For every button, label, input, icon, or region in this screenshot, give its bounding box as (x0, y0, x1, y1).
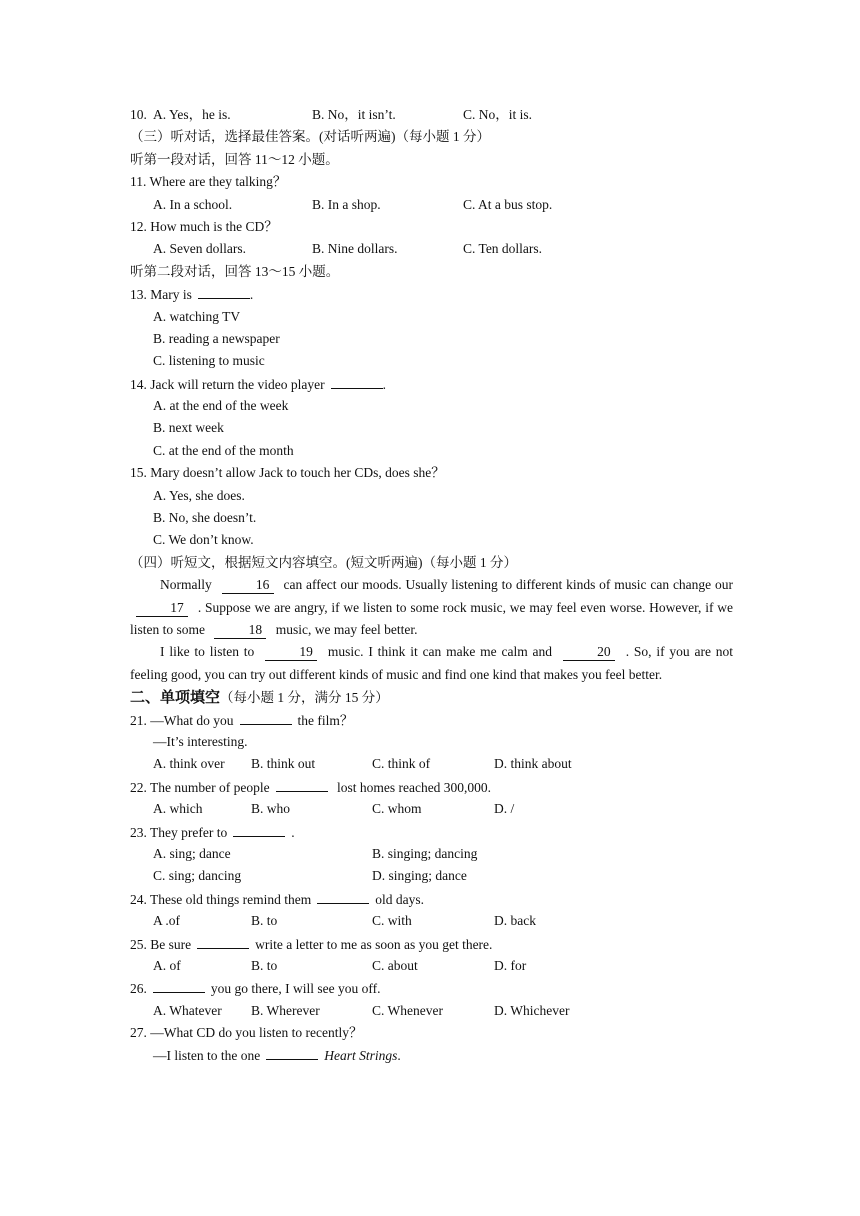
q24-stem-end: old days. (375, 891, 424, 907)
q21-stem-text: 21. —What do you (130, 712, 234, 728)
q27-stem: 27. —What CD do you listen to recently？ (130, 1025, 363, 1041)
q13-option-a: A. watching TV (153, 308, 241, 324)
q27-reply-end: . (397, 1048, 401, 1064)
q21-stem (130, 709, 733, 731)
q14-blank (331, 373, 383, 389)
q21-stem-end: the film？ (297, 712, 354, 728)
q25-stem-end: write a letter to me as soon as you get there. (255, 936, 493, 952)
q22-stem (130, 776, 733, 798)
q14-stem (130, 373, 733, 395)
q23-option-c: C. sing; dancing (153, 868, 242, 884)
q25-option-a: A. of (153, 957, 181, 973)
q15-option-c: C. We don’t know. (153, 532, 254, 548)
q11-options (130, 194, 733, 216)
q23-options-row2 (130, 865, 733, 887)
q21-blank (240, 709, 292, 725)
q26-option-c: C. Whenever (372, 1002, 443, 1018)
q23-option-b: B. singing; dancing (372, 845, 478, 861)
q23-options-row1 (130, 843, 733, 865)
q25-option-c: C. about (372, 957, 418, 973)
q21-option-a: A. think over (153, 756, 225, 772)
passage-paragraph-1 (130, 574, 733, 641)
q14-option-b: B. next week (153, 420, 224, 436)
blank-16: 16 (222, 577, 274, 594)
q26-options (130, 1000, 733, 1022)
q23-option-d: D. singing; dance (372, 868, 467, 884)
q23-option-a: A. sing; dance (153, 845, 231, 861)
q26-option-d: D. Whichever (494, 1002, 570, 1018)
q11-stem: 11. Where are they talking？ (130, 174, 287, 190)
q23-blank (233, 821, 285, 837)
q21-option-c: C. think of (372, 756, 431, 772)
q26-option-a: A. Whatever (153, 1002, 222, 1018)
q12-stem: 12. How much is the CD？ (130, 218, 278, 234)
q24-blank (317, 888, 369, 904)
q14-stem-end: . (382, 376, 386, 392)
q24-options (130, 910, 733, 932)
q25-options (130, 955, 733, 977)
q13-option-c: C. listening to music (153, 353, 265, 369)
q22-option-c: C. whom (372, 801, 422, 817)
passage-text: Normally (160, 577, 212, 593)
q25-stem-text: 25. Be sure (130, 936, 192, 952)
q11-option-c: C. At a bus stop. (463, 196, 553, 212)
q22-option-b: B. who (251, 801, 291, 817)
q25-blank (197, 933, 249, 949)
q26-stem (130, 977, 733, 999)
q13-option-b: B. reading a newspaper (153, 330, 280, 346)
q22-option-a: A. which (153, 801, 203, 817)
passage-text: music, we may feel better. (275, 622, 418, 638)
q13-stem-end: . (249, 287, 254, 303)
q24-stem-text: 24. These old things remind them (130, 891, 312, 907)
q11-option-a: A. In a school. (153, 196, 233, 212)
dialogue1-instruction: 听第一段对话，回答 11～12 小题。 (130, 151, 339, 167)
q27-reply (130, 1044, 733, 1066)
q24-option-b: B. to (251, 913, 278, 929)
q21-reply: —It’s interesting. (153, 734, 248, 750)
passage-text: . So, if you are not feeling good, you can try out different kinds of music and find one kind that makes you feel better. (130, 644, 734, 682)
blank-17: 17 (136, 600, 188, 617)
q24-stem (130, 888, 733, 910)
q26-option-b: B. Wherever (251, 1002, 320, 1018)
blank-18: 18 (214, 622, 266, 639)
question-10 (130, 104, 733, 126)
q22-options (130, 798, 733, 820)
q15-option-a: A. Yes, she does. (153, 487, 245, 503)
passage-paragraph-2 (130, 641, 733, 686)
dialogue2-instruction: 听第二段对话，回答 13～15 小题。 (130, 263, 340, 279)
q12-option-a: A. Seven dollars. (153, 241, 246, 257)
blank-20: 20 (563, 644, 615, 661)
q26-stem-end: you go there, I will see you off. (210, 981, 381, 997)
q11-option-b: B. In a shop. (312, 196, 381, 212)
q22-stem-end: lost homes reached 300,000. (336, 779, 492, 795)
q23-stem-end: . (291, 824, 295, 840)
section2-heading (130, 686, 733, 708)
q24-option-c: C. with (372, 913, 412, 929)
q15-option-b: B. No, she doesn’t. (153, 510, 257, 526)
q14-stem-text: 14. Jack will return the video player (130, 376, 325, 392)
q22-stem-text: 22. The number of people (130, 779, 270, 795)
q14-option-a: A. at the end of the week (153, 398, 289, 414)
q12-option-c: C. Ten dollars. (463, 241, 543, 257)
q10-number: 10. (130, 107, 147, 122)
q24-option-a: A .of (153, 913, 180, 929)
q27-cd-title: Heart Strings (324, 1048, 398, 1064)
q25-stem (130, 933, 733, 955)
passage-text: I like to listen to (160, 644, 255, 660)
q27-blank (266, 1044, 318, 1060)
q25-option-d: D. for (494, 957, 527, 973)
q24-option-d: D. back (494, 913, 536, 929)
q25-option-b: B. to (251, 957, 278, 973)
q10-option-b: B. No，it isn’t. (312, 107, 396, 122)
part3-heading: （三）听对话，选择最佳答案。(对话听两遍)（每小题 1 分） (130, 129, 490, 145)
q26-blank (153, 977, 205, 993)
q13-stem-text: 13. Mary is (130, 287, 192, 303)
q22-option-d: D. / (494, 801, 515, 817)
q27-reply-text: —I listen to the one (153, 1048, 261, 1064)
part4-heading: （四）听短文，根据短文内容填空。(短文听两遍)（每小题 1 分） (130, 554, 517, 570)
exam-page (130, 104, 733, 1067)
q14-option-c: C. at the end of the month (153, 442, 294, 458)
q23-stem (130, 821, 733, 843)
passage-text: music. I think it can make me calm and (327, 644, 553, 660)
blank-19: 19 (265, 644, 317, 661)
q21-option-d: D. think about (494, 756, 572, 772)
q21-options (130, 753, 733, 775)
section2-title: 二、单项填空 (130, 688, 221, 707)
q12-options (130, 238, 733, 260)
q12-option-b: B. Nine dollars. (312, 241, 398, 257)
q21-option-b: B. think out (251, 756, 316, 772)
q10-option-c: C. No，it is. (463, 107, 533, 122)
q23-stem-text: 23. They prefer to (130, 824, 228, 840)
q10-option-a: A. Yes，he is. (153, 107, 231, 122)
section2-note: （每小题 1 分，满分 15 分） (220, 690, 389, 706)
q22-blank (276, 776, 328, 792)
q13-stem (130, 283, 733, 305)
q13-blank (198, 283, 250, 299)
q15-stem: 15. Mary doesn’t allow Jack to touch her CDs, does she？ (130, 465, 445, 481)
passage-text: can affect our moods. Usually listening to different kinds of music can change our (283, 577, 734, 593)
passage-text: . Suppose we are angry, if we listen to some rock music, we may feel even worse. However, if we listen to some (130, 599, 734, 638)
q26-stem-text: 26. (130, 981, 147, 997)
